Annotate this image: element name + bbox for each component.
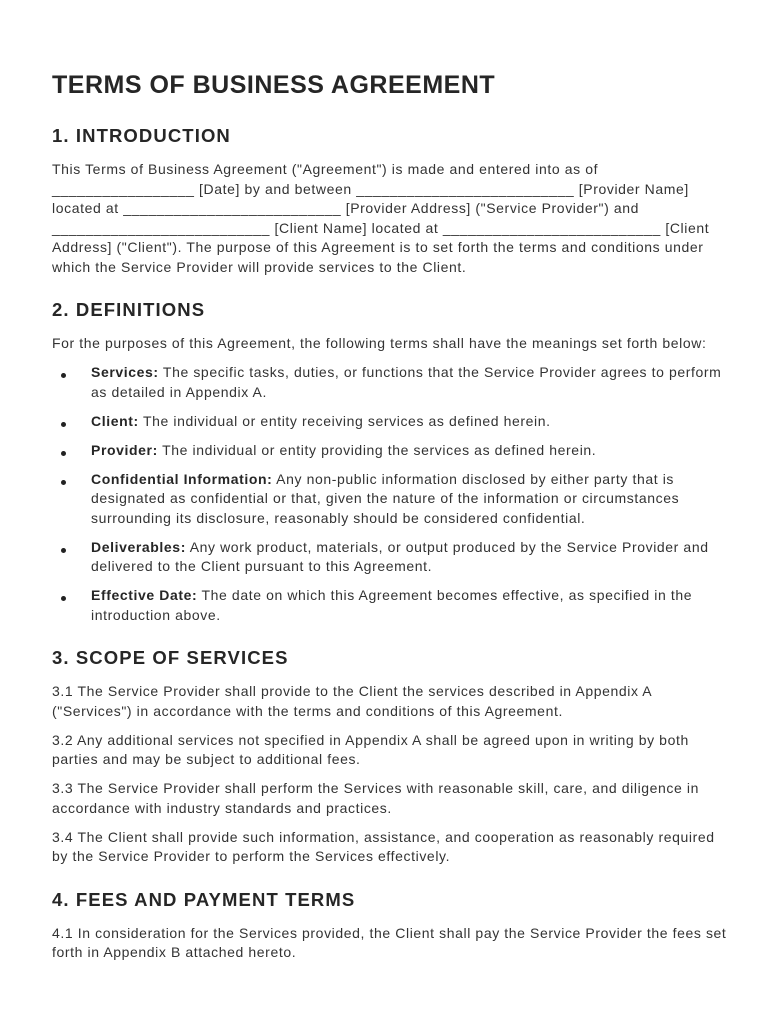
definition-text: Any non-public information disclosed by either party that is designated as confidential or that, given the nature of the information or circumstances surrounding its disclosure, reasonably should be considered confidential. [91, 470, 680, 526]
bullet-dot-icon [61, 451, 66, 456]
definition-text: The specific tasks, duties, or functions that the Service Provider agrees to perform as detailed in Appendix A. [91, 364, 722, 400]
definition-item-deliverables [52, 538, 728, 577]
definition-item-confidential-information [52, 470, 728, 529]
definition-item-effective-date [52, 586, 728, 625]
definition-text: The date on which this Agreement becomes effective, as specified in the introduction above. [91, 587, 693, 623]
definition-text: Any work product, materials, or output produced by the Service Provider and delivered to the Client pursuant to this Agreement. [91, 538, 709, 574]
clause-3-3: 3.3 The Service Provider shall perform the Services with reasonable skill, care, and diligence in accordance with industry standards and practices. [52, 780, 700, 816]
clause-3-4: 3.4 The Client shall provide such information, assistance, and cooperation as reasonably required by the Service Provider to perform the Services effectively. [52, 828, 715, 864]
definition-term: Client: [91, 412, 139, 429]
introduction-paragraph: This Terms of Business Agreement ("Agreement") is made and entered into as of _________________ [Date] by and between __________________________ [Provider Name] located at __________________________ [Provider Address] ("Service Provider") and __________________________ [Client Name] located at __________________________ [Client Address] ("Client"). The purpose of this Agreement is to set forth the terms and conditions under which the Service Provider will provide services to the Client. [52, 161, 710, 275]
clause-3-1: 3.1 The Service Provider shall provide to the Client the services described in Appendix A ("Services") in accordance with the terms and conditions of this Agreement. [52, 683, 652, 719]
section-heading-fees-and-payment-terms: 4. FEES AND PAYMENT TERMS [52, 888, 356, 910]
definition-term: Provider: [91, 441, 158, 458]
definition-term: Deliverables: [91, 538, 186, 555]
page-title: TERMS OF BUSINESS AGREEMENT [52, 71, 496, 99]
section-heading-definitions: 2. DEFINITIONS [52, 299, 206, 320]
section-heading-scope-of-services: 3. SCOPE OF SERVICES [52, 647, 289, 668]
bullet-dot-icon [61, 548, 66, 553]
definition-text: The individual or entity providing the services as defined herein. [162, 441, 597, 458]
definition-text: The individual or entity receiving services as defined herein. [143, 412, 551, 429]
bullet-dot-icon [61, 596, 66, 601]
section-heading-introduction: 1. INTRODUCTION [52, 125, 231, 146]
definitions-list [52, 363, 728, 625]
bullet-dot-icon [61, 373, 66, 378]
bullet-dot-icon [61, 422, 66, 427]
clause-3-2: 3.2 Any additional services not specified in Appendix A shall be agreed upon in writing by both parties and may be subject to additional fees. [52, 731, 689, 767]
definition-item-client [52, 412, 728, 432]
definition-item-services [52, 363, 728, 402]
bullet-dot-icon [61, 480, 66, 485]
definitions-intro: For the purposes of this Agreement, the following terms shall have the meanings set forth below: [52, 335, 707, 351]
definition-term: Services: [91, 364, 159, 380]
definition-term: Effective Date: [91, 587, 198, 603]
clause-4-1: 4.1 In consideration for the Services provided, the Client shall pay the Service Provider the fees set forth in Appendix B attached hereto. [52, 924, 727, 960]
definition-item-provider [52, 441, 728, 461]
definition-term: Confidential Information: [91, 470, 273, 487]
